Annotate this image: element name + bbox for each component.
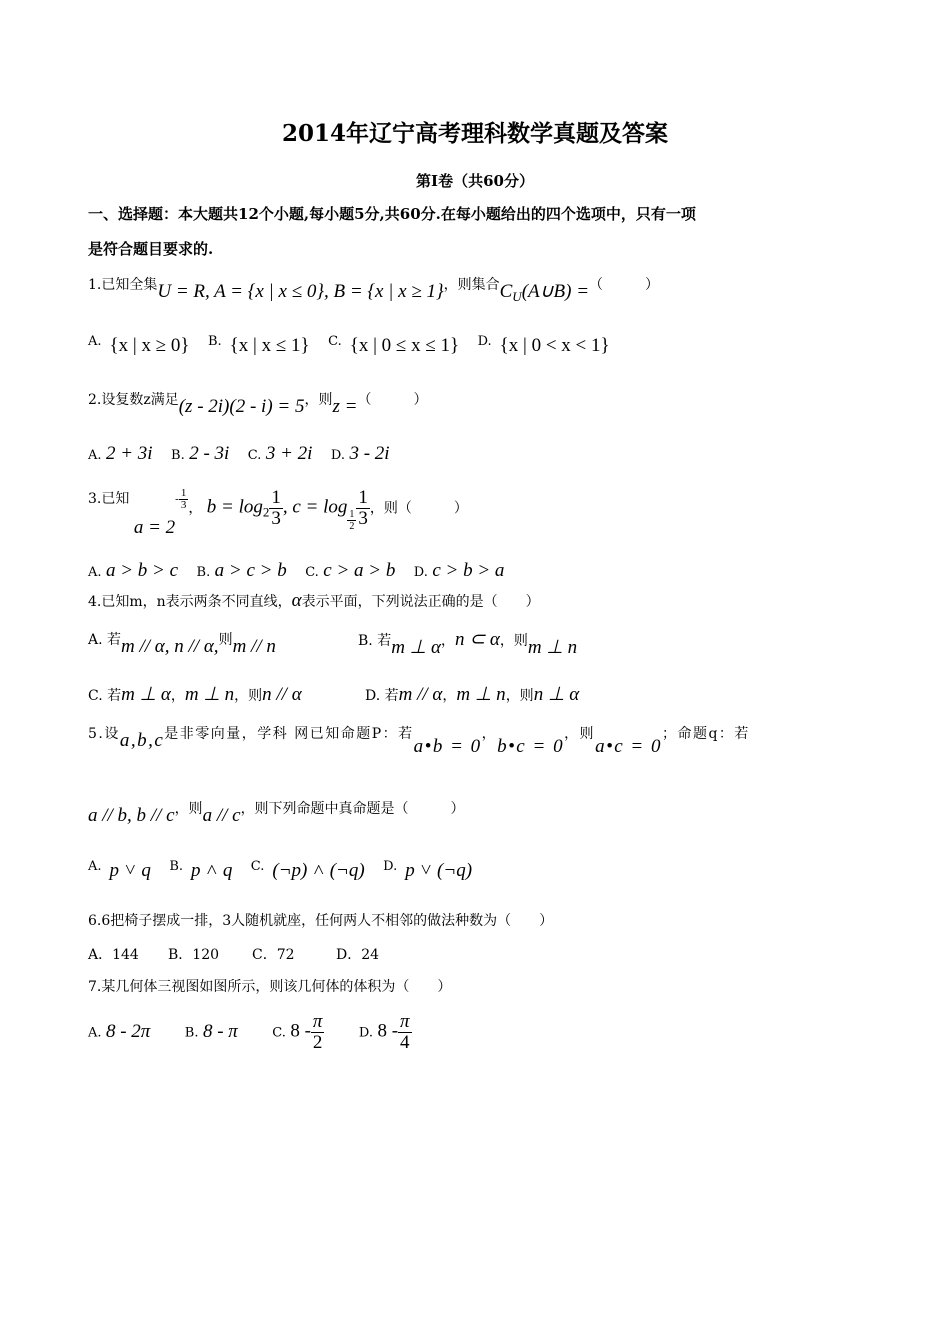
question-2 xyxy=(88,388,428,417)
q5-option-d: p ˅ (¬q) xyxy=(405,860,473,881)
question-4 xyxy=(88,590,540,612)
q6-option-b: B．120 xyxy=(168,947,220,963)
question-6: 6.6把椅子摆成一排，3人随机就座，任何两人不相邻的做法种数为（ ） xyxy=(88,913,554,929)
q3-a: a = 2 xyxy=(133,516,176,538)
q3-b: b = log xyxy=(206,496,263,518)
math: n // α xyxy=(262,684,302,705)
text: ，则 xyxy=(234,688,263,704)
option-label: A. 若 xyxy=(88,632,122,648)
q4-alpha: α xyxy=(291,590,302,611)
section-heading: 第Ⅰ卷（共60分） xyxy=(416,172,534,190)
q3-c-sub-den: 2 xyxy=(349,521,355,532)
math: a,b,c xyxy=(119,730,165,751)
q3-c-sub-num: 1 xyxy=(349,509,355,520)
instructions-line-2: 是符合题目要求的. xyxy=(88,240,214,258)
q1-option-d: {x | 0 < x < 1} xyxy=(499,335,610,356)
option-label: D. xyxy=(413,565,428,580)
q2-paren: （ ） xyxy=(357,392,428,408)
page-title: 2014年辽宁高考理科数学真题及答案 xyxy=(281,120,668,147)
text: ，则 xyxy=(174,801,203,817)
q6-option-c: C．72 xyxy=(252,947,295,963)
q4-option-c xyxy=(88,683,302,706)
instructions-line-1: 一、选择题：本大题共12个小题,每小题5分,共60分.在每小题给出的四个选项中，只有一项 xyxy=(88,205,696,223)
q4-stem: 4.已知m，n表示两条不同直线， xyxy=(88,594,292,610)
q1-option-a: {x | x ≥ 0} xyxy=(109,335,190,356)
option-label: B. xyxy=(207,334,222,349)
q1-math: U = R, A = {x | x ≤ 0}, B = {x | x ≥ 1} xyxy=(157,281,444,302)
q4-stem2: 表示平面，下列说法正确的是（ ） xyxy=(301,594,540,610)
q2-option-d: 3 - 2i xyxy=(349,443,390,464)
q1-option-b: {x | x ≤ 1} xyxy=(229,335,310,356)
q7-option-c: 8 - xyxy=(290,1020,311,1042)
option-label: C. xyxy=(272,1025,286,1041)
option-label: C. xyxy=(247,448,262,463)
math: n ⊥ α xyxy=(533,684,580,705)
option-label: D. xyxy=(477,334,492,349)
q3-option-a: a > b > c xyxy=(105,560,179,581)
option-label: B. xyxy=(169,859,183,874)
q2-options xyxy=(88,443,404,465)
option-label: D. xyxy=(330,448,345,463)
q3-option-c: c > a > b xyxy=(323,560,396,581)
q6-options xyxy=(88,944,379,964)
math: m ⊥ α xyxy=(121,684,171,705)
q2-math2: z = xyxy=(332,396,358,417)
question-5: 5.设a,b,c是非零向量，学科 网已知命题P：若a•b = 0，b•c = 0，则a•c = 0；命题q：若 xyxy=(88,726,750,757)
option-label: B. 若 xyxy=(358,633,392,649)
q2-stem: 2.设复数z满足 xyxy=(88,392,179,408)
q1-complement: C xyxy=(499,281,513,302)
q3-exponent xyxy=(175,487,188,511)
q1-option-c: {x | 0 ≤ x ≤ 1} xyxy=(349,335,460,356)
frac-den: 4 xyxy=(400,1032,410,1053)
q5-option-c: (¬p) ˄ (¬q) xyxy=(272,860,365,881)
frac-num: π xyxy=(312,1011,323,1032)
q6-option-d: D．24 xyxy=(336,947,380,963)
q2-mid: ，则 xyxy=(304,392,333,408)
q5-option-a: p ˅ q xyxy=(109,860,151,881)
q1-stem: 1.已知全集 xyxy=(88,277,158,293)
q3-option-d: c > b > a xyxy=(432,560,505,581)
q2-option-c: 3 + 2i xyxy=(265,443,313,464)
q4-option-d xyxy=(365,683,579,706)
text: ， xyxy=(170,688,185,704)
text: ， xyxy=(440,633,455,649)
q3-options xyxy=(88,560,518,582)
math: a•b = 0 xyxy=(413,736,482,757)
q1-sub: U xyxy=(512,288,522,304)
q3-tail: ，则（ ） xyxy=(369,500,468,517)
q2-option-b: 2 - 3i xyxy=(189,443,230,464)
option-label: A. xyxy=(88,334,102,349)
math: a•c = 0 xyxy=(595,736,662,757)
option-label: D. xyxy=(383,859,398,874)
math: b•c = 0 xyxy=(497,736,565,757)
option-label: A. xyxy=(88,1025,102,1041)
question-7: 7.某几何体三视图如图所示，则该几何体的体积为（ ） xyxy=(88,979,452,995)
option-label: B. xyxy=(196,565,211,580)
text: ，则 xyxy=(564,726,596,742)
option-label: C. 若 xyxy=(88,688,122,704)
text: ；命题q：若 xyxy=(661,726,750,742)
q3-b-num: 1 xyxy=(271,487,281,508)
option-label: B. xyxy=(184,1025,199,1041)
exp-den: 3 xyxy=(180,499,187,511)
math: a // b, b // c xyxy=(88,805,175,826)
q5-options xyxy=(88,860,486,882)
math: n ⊂ α xyxy=(454,629,500,650)
question-3: 3.已知 $a = 2^{- \frac{1}{3}}$ ， $b = \log_2$ $\frac{1}{3}$ , c = log $\frac{1}{2}$ $\frac{1}{3}$ ，则（ ） xyxy=(88,487,468,538)
q5-option-b: p ˄ q xyxy=(191,860,233,881)
q3-b-sub: 2 xyxy=(262,504,270,520)
q5-stem: 5.设 xyxy=(88,726,120,742)
exp-num: 1 xyxy=(180,487,187,499)
text: 则 xyxy=(218,632,233,648)
q3-option-b: a > c > b xyxy=(214,560,287,581)
q6-option-a: A．144 xyxy=(88,947,139,963)
q1-options xyxy=(88,335,624,357)
option-label: D. 若 xyxy=(365,688,399,704)
exp-sign: - xyxy=(175,493,179,506)
text: ，则 xyxy=(499,633,528,649)
math: m ⊥ n xyxy=(527,637,578,658)
math: m // α, n // α, xyxy=(121,636,219,657)
option-label: C. xyxy=(250,859,265,874)
math: m ⊥ n xyxy=(456,684,506,705)
q1-mid: ，则集合 xyxy=(443,277,500,293)
q3-b-den: 3 xyxy=(271,508,281,529)
text: ，则 xyxy=(505,688,534,704)
q3-c-den: 3 xyxy=(358,508,368,529)
q1-math3: (A∪B) = xyxy=(521,281,590,302)
option-label: A. xyxy=(88,565,102,580)
text: ，则下列命题中真命题是（ ） xyxy=(240,801,465,817)
q1-paren: （ ） xyxy=(589,277,660,293)
frac-num: π xyxy=(400,1011,410,1032)
option-label: A. xyxy=(88,448,102,463)
q7-options xyxy=(88,1012,412,1053)
math: m // α xyxy=(398,684,443,705)
q7-option-d: 8 - xyxy=(377,1020,399,1042)
math: a // c xyxy=(202,805,241,826)
question-1 xyxy=(88,272,660,304)
q4-option-b xyxy=(358,628,578,658)
q2-math: (z - 2i)(2 - i) = 5 xyxy=(178,396,305,417)
q2-option-a: 2 + 3i xyxy=(105,443,153,464)
text: 是非零向量，学科 网已知命题P：若 xyxy=(164,726,414,742)
option-label: D. xyxy=(358,1025,373,1041)
option-label: C. xyxy=(305,565,319,580)
q7-option-b: 8 - π xyxy=(202,1020,238,1042)
option-label: B. xyxy=(171,448,185,463)
option-label: A. xyxy=(88,859,102,874)
math: m ⊥ n xyxy=(184,684,235,705)
q3-stem: 3.已知 xyxy=(88,491,130,507)
option-label: C. xyxy=(328,334,342,349)
q4-option-a xyxy=(88,628,276,657)
q3-c-num: 1 xyxy=(358,487,368,508)
frac-den: 2 xyxy=(312,1032,323,1053)
question-5-cont xyxy=(88,797,465,826)
q7-option-a: 8 - 2π xyxy=(105,1020,151,1042)
math: m // n xyxy=(232,636,276,657)
text: ， xyxy=(442,688,457,704)
math: m ⊥ α xyxy=(391,637,441,658)
q3-c: , c = log xyxy=(282,496,348,518)
